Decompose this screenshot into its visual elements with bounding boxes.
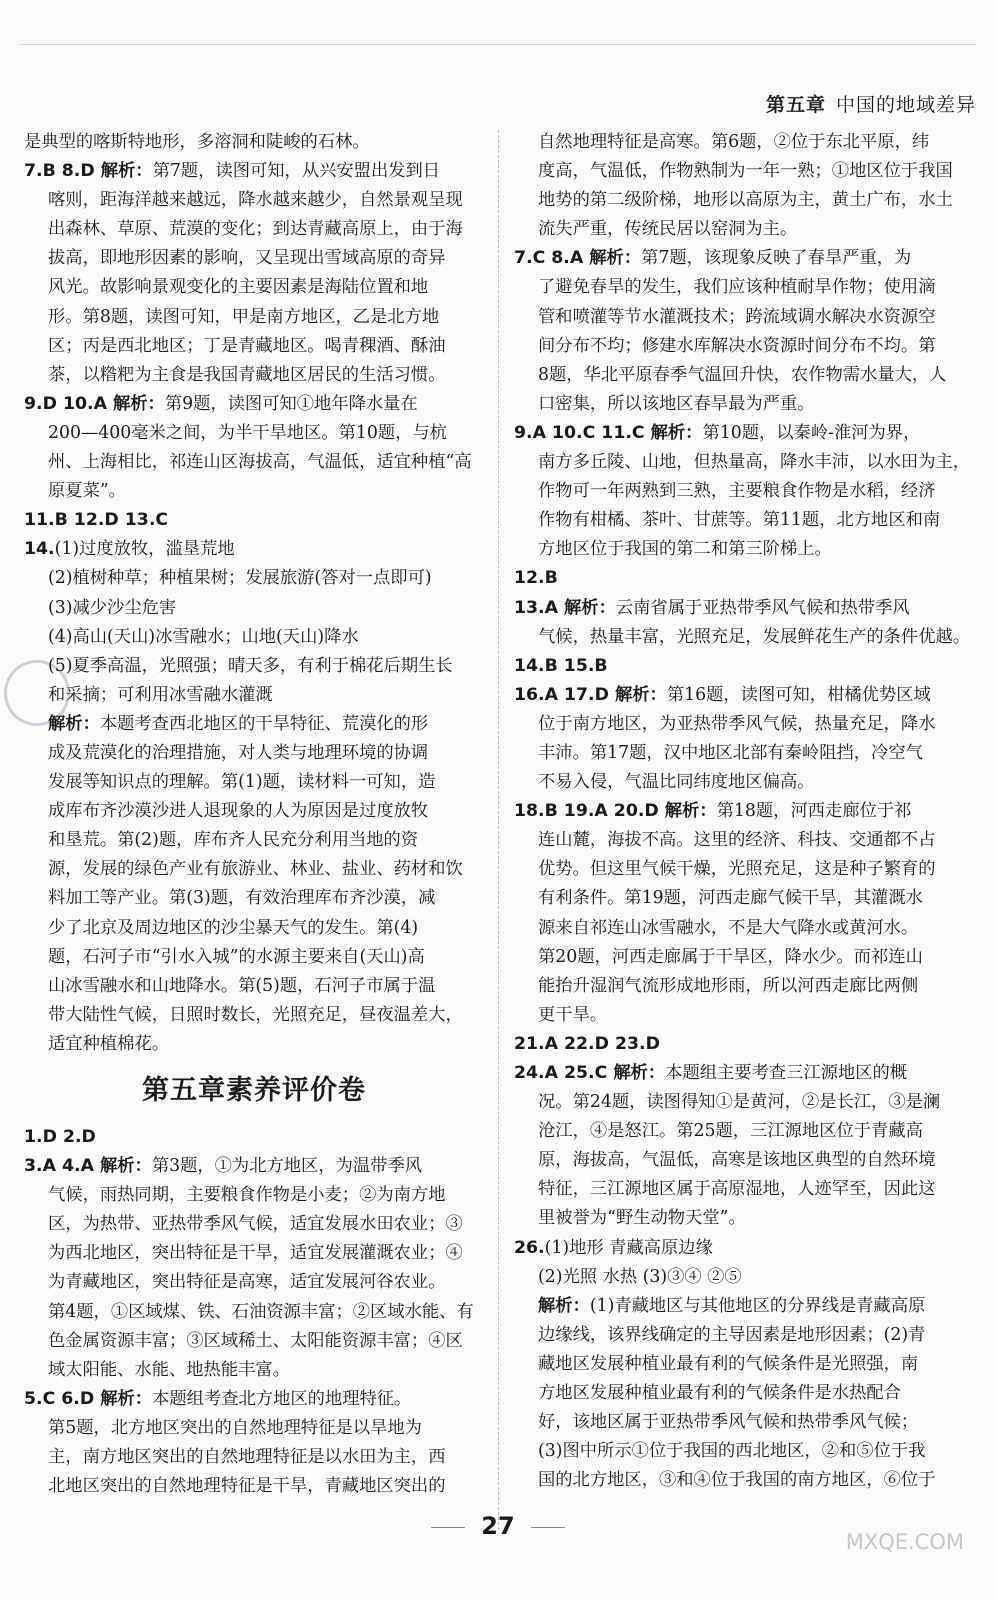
text-line [514, 1117, 976, 1146]
left-column [24, 128, 484, 1501]
line-text: (5)夏季高温，光照强；晴天多，有利于棉花后期生长 [48, 655, 453, 676]
line-text: 第5题，北方地区突出的自然地理特征是以旱地为 [48, 1417, 422, 1438]
text-line [514, 1001, 976, 1030]
text-line [514, 855, 976, 884]
answer-key: 1.D 2.D [24, 1127, 96, 1147]
text-line [24, 943, 484, 972]
line-text: 北地区突出的自然地理特征是干旱，青藏地区突出的 [48, 1476, 446, 1497]
text-line [514, 1263, 976, 1292]
text-line [24, 1298, 484, 1327]
line-text: 第16题，读图可知，柑橘优势区域 [666, 684, 931, 705]
answer-key: 18.B 19.A 20.D 解析： [514, 801, 717, 822]
text-line [514, 1321, 976, 1350]
line-text: 源，发展的绿色产业有旅游业、林业、盐业、药材和饮 [48, 859, 463, 880]
line-text: (3)减少沙尘危害 [48, 597, 177, 618]
line-text: 喀则，距海洋越来越远，降水越来越少，自然景观呈现 [48, 190, 463, 211]
text-line [24, 681, 484, 710]
text-line [514, 943, 976, 972]
watermark-logo: MXQE.COM [845, 1530, 964, 1554]
text-line [514, 390, 976, 419]
line-text: 不易入侵，气温比同纬度地区偏高。 [538, 772, 815, 793]
line-text: 第20题，河西走廊属于干旱区，降水少。而祁连山 [538, 946, 923, 967]
line-text: 度高，气温低，作物熟制为一年一熟；①地区位于我国 [538, 161, 953, 182]
answer-key: 16.A 17.D 解析： [514, 684, 667, 705]
page-number-dash-left [431, 1527, 465, 1528]
answer-key: 14.B 15.B [514, 655, 608, 676]
text-line [24, 390, 484, 419]
line-text: 本题考查西北地区的干旱特征、荒漠化的形 [99, 713, 429, 734]
chapter-title: 中国的地域差异 [835, 94, 976, 116]
answer-key: 7.C 8.A 解析： [514, 248, 642, 269]
chapter-label: 第五章 [765, 94, 826, 116]
text-line [514, 826, 976, 855]
text-line [24, 332, 484, 361]
line-text: (1)地形 青藏高原边缘 [544, 1237, 713, 1258]
line-text: 成库布齐沙漠沙进人退现象的人为原因是过度放牧 [48, 801, 429, 822]
text-line [514, 244, 976, 273]
text-line [24, 244, 484, 273]
line-text: 连山麓，海拔不高。这里的经济、科技、交通都不占 [538, 830, 936, 851]
line-text: 和垦荒。第(2)题，库布齐人民充分利用当地的资 [48, 830, 419, 851]
line-text: 沧江，④是怒江。第25题，三江源地区位于青藏高 [538, 1121, 923, 1142]
line-text: 题，石河子市“引水入城”的水源主要来自(天山)高 [48, 946, 425, 967]
text-line [24, 1152, 484, 1181]
line-text: (4)高山(天山)冰雪融水；山地(天山)降水 [48, 626, 359, 647]
text-line [24, 1327, 484, 1356]
answer-key: 14. [24, 539, 55, 560]
text-line [24, 1181, 484, 1210]
text-line [514, 535, 976, 564]
line-text: 主，南方地区突出的自然地理特征是以水田为主，西 [48, 1447, 446, 1468]
text-line [24, 652, 484, 681]
answer-key: 9.A 10.C 11.C 解析： [514, 422, 703, 443]
line-text: 原夏菜”。 [48, 481, 126, 502]
line-text: (1)青藏地区与其他地区的分界线是青藏高原 [589, 1295, 926, 1316]
text-line [24, 1472, 484, 1501]
answer-key: 21.A 22.D 23.D [514, 1033, 660, 1054]
text-line [514, 1088, 976, 1117]
line-text: 有利条件。第19题，河西走廊气候干旱，其灌溉水 [538, 888, 923, 909]
text-line [514, 215, 976, 244]
answer-key: 9.D 10.A 解析： [24, 393, 165, 414]
text-line [514, 1059, 976, 1088]
answer-key: 26. [514, 1237, 545, 1258]
section-title: 第五章素养评价卷 [142, 1075, 366, 1106]
line-text: 第10题，以秦岭-淮河为界， [702, 422, 921, 443]
text-line [24, 1414, 484, 1443]
line-text: 源来自祁连山冰雪融水，不是大气降水或黄河水。 [538, 917, 919, 938]
text-line [24, 157, 484, 186]
line-text: (2)植树种草；种植果树；发展旅游(答对一点即可) [48, 568, 432, 589]
line-text: 和采摘；可利用冰雪融水灌溉 [48, 684, 273, 705]
text-line [514, 623, 976, 652]
line-text: 流失严重，传统民居以窑洞为主。 [538, 219, 798, 240]
text-line [514, 273, 976, 302]
text-line [24, 186, 484, 215]
top-rule [20, 44, 976, 45]
line-text: 藏地区发展种植业最有利的气候条件是光照强，南 [538, 1353, 919, 1374]
text-line [24, 1210, 484, 1239]
line-text: 第7题，该现象反映了春旱严重，为 [641, 248, 912, 269]
line-text: 山冰雪融水和山地降水。第(5)题，石河子市属于温 [48, 975, 436, 996]
text-line [514, 884, 976, 913]
page-number-text: 27 [481, 1512, 515, 1540]
line-text: 第7题，读图可知，从兴安盟出发到日 [152, 161, 441, 182]
line-text: 边缘线，该界线确定的主导因素是地形因素；(2)青 [538, 1324, 926, 1345]
line-text: 自然地理特征是高寒。第6题，②位于东北平原，纬 [538, 132, 930, 152]
text-line [514, 1030, 976, 1059]
answer-key: 11.B 12.D 13.C [24, 510, 169, 531]
line-text: 域太阳能、水能、地热能丰富。 [48, 1359, 290, 1380]
line-text: 间分布不均；修建水库解决水资源时间分布不均。第 [538, 335, 936, 356]
line-text: 第3题，①为北方地区，为温带季风 [151, 1156, 423, 1177]
answer-key: 5.C 6.D 解析： [24, 1388, 153, 1409]
line-text: 能抬升湿润气流形成地形雨，所以河西走廊比两侧 [538, 975, 919, 996]
line-text: (3)图中所示①位于我国的西北地区，②和⑤位于我 [538, 1441, 926, 1462]
text-line [514, 797, 976, 826]
line-text: 更干旱。 [538, 1004, 608, 1025]
line-text: 成及荒漠化的治理措施，对人类与地理环境的协调 [48, 742, 429, 763]
line-text: 好，该地区属于亚热带季风气候和热带季风气候； [538, 1412, 919, 1433]
text-line [514, 1466, 976, 1495]
text-line [24, 477, 484, 506]
text-line [24, 972, 484, 1001]
answer-key: 3.A 4.A 解析： [24, 1156, 152, 1177]
column-divider [498, 130, 499, 1530]
text-line [514, 1292, 976, 1321]
line-text: 特征，三江源地区属于高原湿地，人迹罕至，因此这 [538, 1179, 936, 1200]
line-text: 了避免春旱的发生，我们应该种植耐旱作物；使用滴 [538, 277, 936, 298]
text-line [24, 1443, 484, 1472]
line-text: 方地区发展种植业最有利的气候条件是水热配合 [538, 1383, 901, 1404]
text-line [514, 1350, 976, 1379]
text-line [514, 739, 976, 768]
line-text: 州、上海相比，祁连山区海拔高，气温低，适宜种植“高 [48, 452, 472, 473]
text-line [514, 1175, 976, 1204]
line-text: 200—400毫米之间，为半干旱地区。第10题，与杭 [48, 422, 448, 443]
line-text: 方地区位于我国的第二和第三阶梯上。 [538, 539, 832, 560]
text-line [514, 361, 976, 390]
text-line [514, 1204, 976, 1233]
line-text: 带大陆性气候，日照时数长，光照充足，昼夜温差大， [48, 1004, 463, 1025]
text-line [24, 506, 484, 535]
text-line [24, 826, 484, 855]
line-text: 作物可一年两熟到三熟，主要粮食作物是水稻，经济 [538, 481, 936, 502]
text-line [514, 477, 976, 506]
text-line [514, 564, 976, 593]
text-line [24, 914, 484, 943]
line-text: 为西北地区，突出特征是干旱，适宜发展灌溉农业；④ [48, 1243, 463, 1264]
text-line [24, 855, 484, 884]
line-text: 料加工等产业。第(3)题，有效治理库布齐沙漠，减 [48, 888, 436, 909]
line-text: 拔高，即地形因素的影响，又呈现出雪域高原的奇异 [48, 248, 446, 269]
line-text: (1)过度放牧，滥垦荒地 [54, 539, 235, 560]
text-line [514, 914, 976, 943]
line-text: 气候，热量丰富，光照充足，发展鲜花生产的条件优越。 [538, 626, 971, 647]
text-line [24, 739, 484, 768]
text-line [514, 594, 976, 623]
text-line [514, 768, 976, 797]
text-line [24, 303, 484, 332]
text-line [24, 710, 484, 739]
line-text: 形。第8题，读图可知，甲是南方地区，乙是北方地 [48, 306, 440, 327]
text-line [514, 1146, 976, 1175]
line-text: (2)光照 水热 (3)③④ ②⑤ [538, 1266, 742, 1287]
text-line [24, 419, 484, 448]
text-line [514, 419, 976, 448]
line-text: 况。第24题，读图得知①是黄河，②是长江，③是澜 [538, 1092, 941, 1113]
text-line [24, 1030, 484, 1059]
page-number-dash-right [531, 1527, 565, 1528]
running-header [766, 90, 976, 117]
text-line [24, 1268, 484, 1297]
line-text: 区；丙是西北地区；丁是青藏地区。喝青稞酒、酥油 [48, 335, 446, 356]
text-line [24, 1239, 484, 1268]
line-text: 为青藏地区，突出特征是高寒，适宜发展河谷农业。 [48, 1272, 446, 1293]
line-text: 本题组考查北方地区的地理特征。 [152, 1388, 412, 1409]
text-line [24, 448, 484, 477]
text-line [514, 710, 976, 739]
line-text: 风光。故影响景观变化的主要因素是海陆位置和地 [48, 277, 429, 298]
text-line [24, 535, 484, 564]
line-text: 适宜种植棉花。 [48, 1033, 169, 1054]
line-text: 本题组主要考查三江源地区的概 [665, 1063, 908, 1083]
text-line [24, 797, 484, 826]
text-line [514, 128, 976, 157]
text-line [24, 1356, 484, 1385]
line-text: 区，为热带、亚热带季风气候，适宜发展水田农业；③ [48, 1214, 463, 1235]
text-line [24, 273, 484, 302]
line-text: 优势。但这里气候干燥，光照充足，这是种子繁育的 [538, 859, 936, 880]
text-line [24, 1001, 484, 1030]
answer-key: 解析： [538, 1295, 590, 1316]
answer-key: 13.A 解析： [514, 597, 616, 618]
text-line [514, 681, 976, 710]
line-text: 8题，华北平原春季气温回升快，农作物需水量大，人 [538, 364, 947, 385]
line-text: 第18题，河西走廊位于祁 [716, 801, 912, 822]
line-text: 发展等知识点的理解。第(1)题，读材料一可知，造 [48, 772, 436, 793]
line-text: 少了北京及周边地区的沙尘暴天气的发生。第(4) [48, 917, 419, 938]
line-text: 地势的第二级阶梯，地形以高原为主，黄土广布，水土 [538, 190, 953, 211]
text-line [24, 361, 484, 390]
answer-key: 7.B 8.D 解析： [24, 161, 153, 182]
text-line [514, 332, 976, 361]
line-text: 色金属资源丰富；③区域稀土、太阳能资源丰富；④区 [48, 1330, 463, 1351]
text-line [514, 186, 976, 215]
line-text: 原，海拔高，气温低，高寒是该地区典型的自然环境 [538, 1150, 936, 1171]
line-text: 是典型的喀斯特地形，多溶洞和陡峻的石林。 [24, 132, 370, 152]
answer-key: 解析： [48, 713, 100, 734]
line-text: 口密集，所以该地区春旱最为严重。 [538, 393, 815, 414]
text-line [514, 157, 976, 186]
answer-key: 12.B [514, 568, 558, 589]
line-text: 出森林、草原、荒漠的变化；到达青藏高原上，由于海 [48, 219, 463, 240]
line-text: 气候，雨热同期，主要粮食作物是小麦；②为南方地 [48, 1185, 446, 1206]
line-text: 丰沛。第17题，汉中地区北部有秦岭阻挡，冷空气 [538, 742, 923, 763]
text-line [514, 1408, 976, 1437]
text-line [24, 128, 484, 157]
line-text: 茶，以糌粑为主食是我国青藏地区居民的生活习惯。 [48, 364, 446, 385]
text-line [24, 884, 484, 913]
text-line [24, 623, 484, 652]
answer-key: 24.A 25.C 解析： [514, 1063, 666, 1083]
right-column [514, 128, 976, 1495]
text-line [24, 768, 484, 797]
line-text: 位于南方地区，为亚热带季风气候，热量充足，降水 [538, 713, 936, 734]
text-line [514, 652, 976, 681]
text-line [24, 564, 484, 593]
text-line [24, 1385, 484, 1414]
text-line [24, 1123, 484, 1152]
text-line [514, 1234, 976, 1263]
line-text: 第4题，①区域煤、铁、石油资源丰富；②区域水能、有 [48, 1301, 474, 1322]
text-line [514, 1379, 976, 1408]
line-text: 南方多丘陵、山地，但热量高，降水丰沛，以水田为主， [538, 452, 971, 473]
text-line [24, 215, 484, 244]
line-text: 国的北方地区，③和④位于我国的南方地区，⑥位于 [538, 1470, 936, 1491]
text-line [514, 972, 976, 1001]
line-text: 管和喷灌等节水灌溉技术；跨流域调水解决水资源空 [538, 306, 936, 327]
text-line [514, 448, 976, 477]
line-text: 作物有柑橘、茶叶、甘蔗等。第11题，北方地区和南 [538, 510, 941, 531]
text-line [514, 1437, 976, 1466]
line-text: 云南省属于亚热带季风气候和热带季风 [615, 597, 910, 618]
text-line [514, 303, 976, 332]
line-text: 第9题，读图可知①地年降水量在 [164, 393, 418, 414]
text-line [514, 506, 976, 535]
text-line [24, 594, 484, 623]
line-text: 里被誉为“野生动物天堂”。 [538, 1208, 746, 1229]
